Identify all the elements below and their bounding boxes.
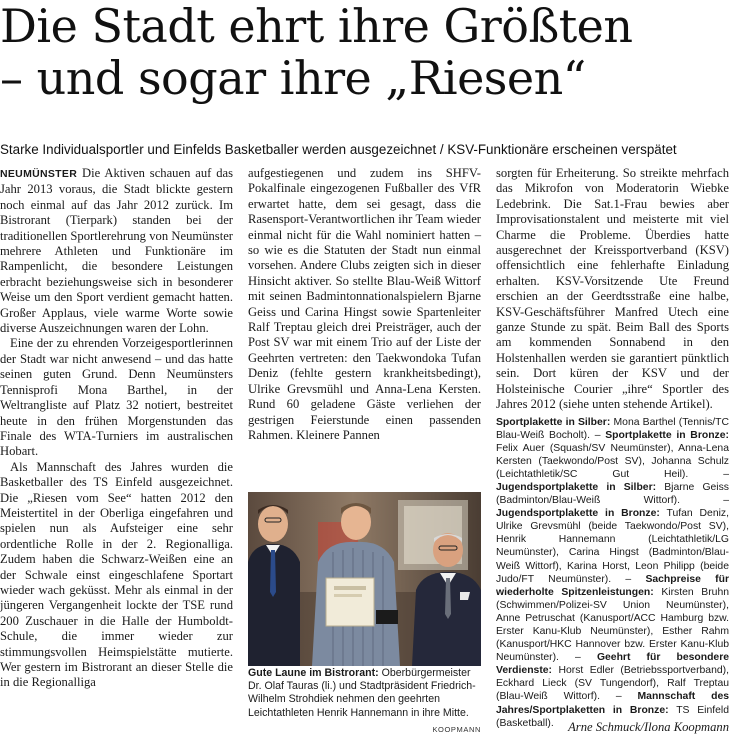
photo-caption <box>248 667 481 736</box>
article-paragraph: Eine der zu ehrenden Vorzeigesportlerinnen der Stadt war nicht anwesend – und das hatte seinen guten Grund. Denn Neumünsters Tennisprofi Mona Barthel, in der Weltrangliste auf Platz 32 notiert, bestreitet heute in den frühen Morgenstunden das Finale des WTA-Turniers im australischen Hobart. <box>0 336 233 459</box>
photo-image <box>248 492 481 666</box>
caption-text: Oberbürgermeister Dr. Olaf Tauras (li.) und Stadtpräsident Friedrich-Wilhelm Strohdiek nehmen den geehrten Leichtathleten Henrik Hannemann in ihre Mitte. <box>248 667 476 719</box>
award-category-title: Sachpreise für wiederholte Spitzenleistungen: <box>496 573 729 598</box>
award-category-title: Geehrt für besondere Verdienste: <box>496 652 730 677</box>
photo-credit: KOOPMANN <box>432 724 481 734</box>
award-recipients: Bjarne Geiss (Badminton/Blau-Weiß Wittorf). – <box>496 481 730 507</box>
article-paragraph: Als Mannschaft des Jahres wurden die Basketballer des TS Einfeld ausgezeichnet. Die „Riesen vom See“ hatten 2012 den Meistertitel in der Oberliga eingefahren und spielen nun als Aufsteiger eine sehr ordentliche Rolle in der 2. Regionalliga. Zudem haben die Schwarz-Weißen eine an der Schwale einst eingeschlafene Sportart wieder wach geküsst. Mehr als einmal in der jüngeren Vergangenheit lockte der TSE rund 200 Zuschauer in die Halle der Humboldt-Schule, die immer wieder zur stimmungsvollen Heimspielstätte mutierte. Wer gestern im Bistrorant an dieser Stelle die in die Regionalliga <box>0 459 233 690</box>
dateline: NEUMÜNSTER <box>0 168 78 180</box>
subheadline: Starke Individualsportler und Einfelds Basketballer werden ausgezeichnet / KSV-Funktionäre erscheinen verspätet <box>0 142 677 157</box>
award-recipients: Mona Barthel (Tennis/TC Blau-Weiß Bocholt). – <box>496 416 730 441</box>
award-category-title: Jugendsportplakette in Silber: <box>496 481 657 493</box>
award-recipients: Tufan Deniz, Ulrike Grevsmühl (beide Taekwondo/Post SV), Henrik Hannemann (Leichtathletik/LG Neumünster), Carina Hingst (Badminton/Blau-Weiß Wittorf), Karina Horst, Leon Philipp (beide Judo/FT Neumünster). – <box>496 508 729 585</box>
award-recipients: Felix Auer (Squash/SV Neumünster), Anna-Lena Kersten (Taekwondo/Post SV), Johanna Schulz (Leichtathletik/SC Gut Heil). – <box>496 442 729 480</box>
article-paragraph <box>0 166 233 336</box>
award-recipients: Horst Edler (Betriebssportverband), Eckhard Lieck (SV Tungendorf), Ralf Treptau (Blau-Weiß Wittorf). – <box>496 665 729 703</box>
award-recipients: Kirsten Bruhn (Schwimmen/Polizei-SV Union Neumünster), Anne Petruschat (Kanusport/ACC Hamburg bzw. Erster Kanu-Klub Neumünster), Esther Rahm (Kanusport/HKC Hannover bzw. Erster Kanu-Klub Neumünster). – <box>496 586 729 664</box>
award-category-title: Sportplakette in Silber: <box>496 416 611 428</box>
award-category-title: Jugendsportplakette in Bronze: <box>496 508 660 520</box>
awards-list <box>496 416 729 730</box>
headline <box>0 0 731 104</box>
headline-line-1: Die Stadt ehrt ihre Größten <box>0 0 633 52</box>
photo-award-ceremony <box>248 492 481 666</box>
article-column-2 <box>248 166 481 443</box>
article-text: Die Aktiven schauen auf das Jahr 2013 voraus, die Stadt blickte gestern noch einmal auf das Jahr 2012 zurück. Im Bistrorant (Tierpark) standen bei der traditionellen Sportlerehrung von Neumünster mehrere Athleten und Funktionäre im Rampenlicht, die besondere Leistungen erbracht beziehungsweise sich in besonderer Weise um den Sport verdient gemacht hatten. Großer Applaus, viele warme Worte sowie diverse Auszeichnungen waren der Lohn. <box>0 166 233 336</box>
caption-title: Gute Laune im Bistrorant: <box>248 667 379 679</box>
article-paragraph: aufgestiegenen und zudem ins SHFV-Pokalfinale eingezogenen Fußballer des VfR erwartet hatte, dem sei gesagt, dass die Rasensport-Verantwortlichen ihr Team wieder einmal nicht für die Wahl nominiert hatten – so wie es die Statuten der Stadt nun einmal vorsehen. Andere Clubs zeigten sich in dieser Hinsicht aktiver. So stellte Blau-Weiß Wittorf mit seinen Badmintonnationalspielern Bjarne Geiss und Carina Hingst sowie Spartenleiter Ralf Treptau gleich drei Preisträger, auch der Post SV war mit einem Trio auf der Liste der Geehrten vertreten: den Taekwondoka Tufan Deniz (fehlte gestern krankheitsbedingt), Ulrike Grevsmühl und Anna-Lena Kersten. Rund 60 geladene Gäste verliehen der gestrigen Feierstunde einen passenden Rahmen. Kleinere Pannen <box>248 166 481 442</box>
headline-line-2: – und sogar ihre „Riesen“ <box>0 52 586 104</box>
award-category-title: Mannschaft des Jahres/Sportplaketten in Bronze: <box>496 691 730 716</box>
article-column-3 <box>496 166 729 730</box>
article-paragraph: sorgten für Erheiterung. So streikte mehrfach das Mikrofon von Moderatorin Wiebke Ledebrink. Die Sat.1-Frau bewies aber Improvisationstalent und meisterte mit viel Charme die Probleme. Überdies hatte ausgerechnet der Kreissportverband (KSV) offensichtlich eine fehlerhafte Einladung erhalten. KSV-Vorsitzende Ute Freund erschien an der Geerdtsstraße eine halbe, KSV-Geschäftsführer Manfred Utech eine ganze Stunde zu spät. Beim Ball des Sports am kommenden Sonnabend in den Holstenhallen werden sie garantiert pünktlich sein. Dort küren der KSV und der Holsteinische Courier „ihre“ Sportler des Jahres 2012 (siehe unten stehende Artikel). <box>496 166 729 412</box>
award-recipients: TS Einfeld (Basketball). <box>496 704 730 729</box>
article-column-1 <box>0 166 233 691</box>
byline: Arne Schmuck/Ilona Koopmann <box>568 720 729 734</box>
award-category-title: Sportplakette in Bronze: <box>605 429 729 441</box>
